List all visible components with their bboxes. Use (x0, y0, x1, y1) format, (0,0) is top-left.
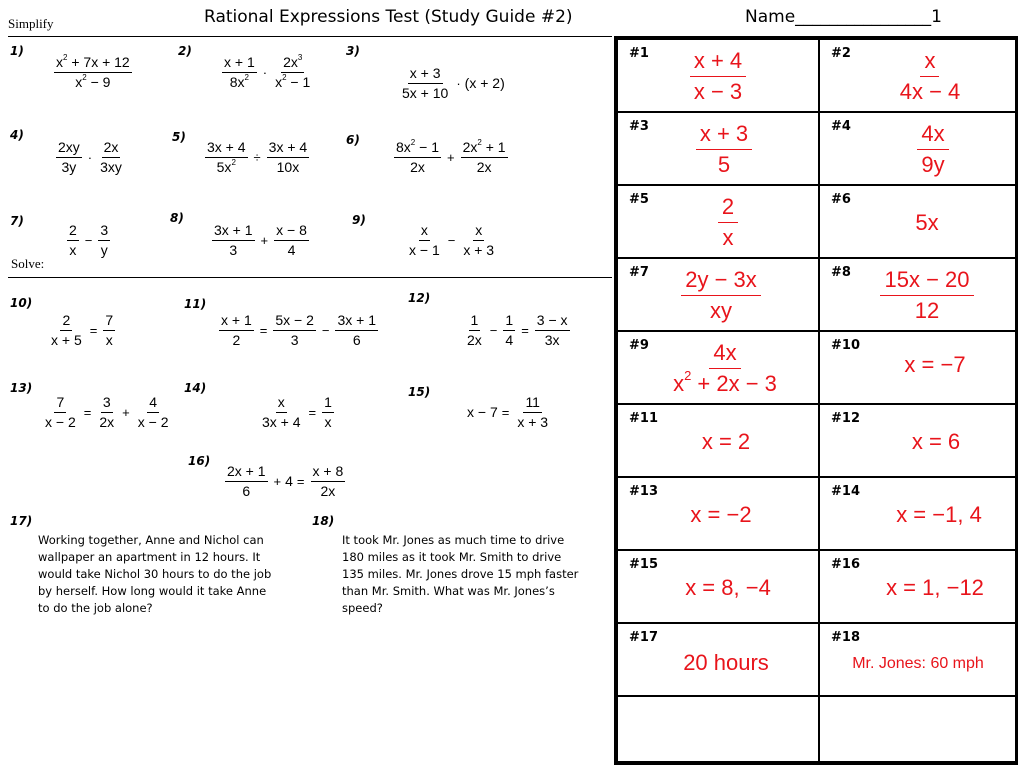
problem-7-expression: $\frac{2}{x}$ − $\frac{3}{y}$ (69, 222, 109, 258)
answer-9-label: #9 (629, 338, 649, 353)
answer-8-label: #8 (831, 265, 851, 280)
problem-15-expression: x − 7 = $\frac{11}{x + 3}$ (467, 394, 549, 430)
answer-cell-3 (617, 112, 819, 185)
answer-14-value: x = −1, 4 (896, 502, 982, 527)
problem-10-number: 10) (10, 296, 33, 310)
answer-18-label: #18 (831, 630, 860, 645)
problem-17-number: 17) (10, 514, 33, 528)
problem-6-expression: $\frac{8x^2 - 1}{2x}$ + $\frac{2x^2 + 1}{2x}$ (396, 138, 506, 175)
problem-5-number: 5) (172, 130, 186, 144)
answer-cell-17 (617, 623, 819, 696)
problem-11-expression: $\frac{x + 1}{2}$ = $\frac{5x - 2}{3}$ − $\frac{3x + 1}{6}$ (221, 312, 376, 348)
answer-1-label: #1 (629, 46, 649, 61)
answer-cell-empty-left (617, 696, 819, 762)
answer-17-label: #17 (629, 630, 658, 645)
problem-13-expression: $\frac{7}{x - 2}$ = $\frac{3}{2x}$ + $\frac{4}{x - 2}$ (45, 394, 169, 430)
answer-cell-16 (819, 550, 1018, 623)
problem-18-number: 18) (312, 514, 335, 528)
answer-cell-18 (819, 623, 1018, 696)
answer-cell-8 (819, 258, 1018, 331)
answer-15-value: x = 8, −4 (685, 575, 771, 600)
problem-9-number: 9) (352, 213, 366, 227)
problem-10-expression: $\frac{2}{x + 5}$ = $\frac{7}{x}$ (51, 312, 114, 348)
problem-8-expression: $\frac{3x + 1}{3}$ + $\frac{x - 8}{4}$ (214, 222, 307, 258)
problem-4-expression: $\frac{2xy}{3y}$ · $\frac{2x}{3xy}$ (58, 139, 122, 175)
solve-heading: Solve: (11, 256, 45, 271)
problem-4-number: 4) (10, 128, 24, 142)
answer-1-value: $\frac{x + 4}{x - 3}$ (670, 44, 766, 108)
answer-11-label: #11 (629, 411, 658, 426)
problem-9-expression: $\frac{x}{x - 1}$ − $\frac{x}{x + 3}$ (409, 222, 495, 258)
answer-16-value: x = 1, −12 (886, 575, 984, 600)
answer-7-label: #7 (629, 265, 649, 280)
problem-5-expression: $\frac{3x + 4}{5x^2}$ ÷ $\frac{3x + 4}{10x}$ (207, 139, 308, 175)
problem-3-number: 3) (346, 44, 360, 58)
problem-1-number: 1) (10, 44, 24, 58)
answer-4-value: $\frac{4x}{9y}$ (898, 117, 968, 181)
answer-4-label: #4 (831, 119, 851, 134)
problem-16-expression: $\frac{2x + 1}{6}$ + 4 = $\frac{x + 8}{2x}$ (227, 463, 344, 499)
problem-3-expression: $\frac{x + 3}{5x + 10}$ · (x + 2) (402, 65, 505, 101)
answer-cell-9 (617, 331, 819, 404)
answer-2-label: #2 (831, 46, 851, 61)
problem-6-number: 6) (346, 133, 360, 147)
problem-12-number: 12) (408, 291, 431, 305)
answer-cell-12 (819, 404, 1018, 477)
answer-15-label: #15 (629, 557, 658, 572)
problem-16-number: 16) (188, 454, 211, 468)
answer-16-label: #16 (831, 557, 860, 572)
name-field-label: Name________________1 (745, 7, 942, 27)
answer-5-label: #5 (629, 192, 649, 207)
answer-6-label: #6 (831, 192, 851, 207)
problem-18-text: It took Mr. Jones as much time to drive 180 miles as it took Mr. Smith to drive 135 miles. Mr. Jones drove 15 mph faster than Mr. Smith. What was Mr. Jones’s speed? (342, 533, 579, 615)
answer-2-value: $\frac{x}{4x - 4}$ (899, 48, 961, 104)
answer-13-value: x = −2 (690, 502, 752, 527)
answer-cell-empty-right (819, 696, 1018, 762)
answer-17-value: 20 hours (683, 650, 769, 675)
answer-cell-4 (819, 112, 1018, 185)
answer-key-grid (614, 36, 1018, 765)
answer-cell-5 (617, 185, 819, 258)
answer-cell-13 (617, 477, 819, 550)
answer-cell-7 (617, 258, 819, 331)
answer-7-value: $\frac{2y - 3x}{xy}$ (666, 263, 776, 327)
answer-3-value: $\frac{x + 3}{5}$ (676, 117, 772, 181)
section-rule (8, 277, 612, 278)
problem-2-number: 2) (178, 44, 192, 58)
answer-6-value: 5x (915, 210, 939, 235)
answer-8-value: $\frac{15x - 20}{12}$ (870, 263, 984, 327)
answer-cell-2 (819, 39, 1018, 112)
problem-15-number: 15) (408, 385, 431, 399)
answer-9-value: $\frac{4x}{x^2 + 2x - 3}$ (673, 340, 777, 396)
answer-cell-11 (617, 404, 819, 477)
answer-10-value: x = −7 (904, 352, 966, 377)
answer-18-value: Mr. Jones: 60 mph (852, 655, 984, 672)
answer-cell-6 (819, 185, 1018, 258)
simplify-heading: Simplify (8, 16, 54, 31)
problem-7-number: 7) (10, 214, 24, 228)
answer-12-value: x = 6 (911, 429, 961, 454)
answer-10-label: #10 (831, 338, 860, 353)
problem-11-number: 11) (184, 297, 207, 311)
answer-5-value: $\frac{2}{x}$ (698, 190, 758, 254)
problem-12-expression: $\frac{1}{2x}$ − $\frac{1}{4}$ = $\frac{3 - x}{3x}$ (467, 312, 568, 348)
answer-11-value: x = 2 (701, 429, 751, 454)
answer-12-label: #12 (831, 411, 860, 426)
answer-cell-1 (617, 39, 819, 112)
page-title: Rational Expressions Test (Study Guide #2) (204, 7, 573, 27)
problem-2-expression: $\frac{x + 1}{8x^2}$ · $\frac{2x^3}{x^2 - 1}$ (224, 53, 311, 90)
answer-cell-14 (819, 477, 1018, 550)
answer-14-label: #14 (831, 484, 860, 499)
problem-14-expression: $\frac{x}{3x + 4}$ = $\frac{1}{x}$ (262, 394, 332, 430)
problem-14-number: 14) (184, 381, 207, 395)
header-rule (8, 36, 612, 37)
answer-cell-15 (617, 550, 819, 623)
problem-1-expression: $\frac{x^2 + 7x + 12}{x^2 - 9}$ (56, 53, 130, 90)
problem-17-text: Working together, Anne and Nichol can wallpaper an apartment in 12 hours. It would take Nichol 30 hours to do the job by herself. How long would it take Anne to do the job alone? (38, 533, 272, 615)
answer-13-label: #13 (629, 484, 658, 499)
answer-3-label: #3 (629, 119, 649, 134)
answer-cell-10 (819, 331, 1018, 404)
problem-8-number: 8) (170, 211, 184, 225)
problem-13-number: 13) (10, 381, 33, 395)
